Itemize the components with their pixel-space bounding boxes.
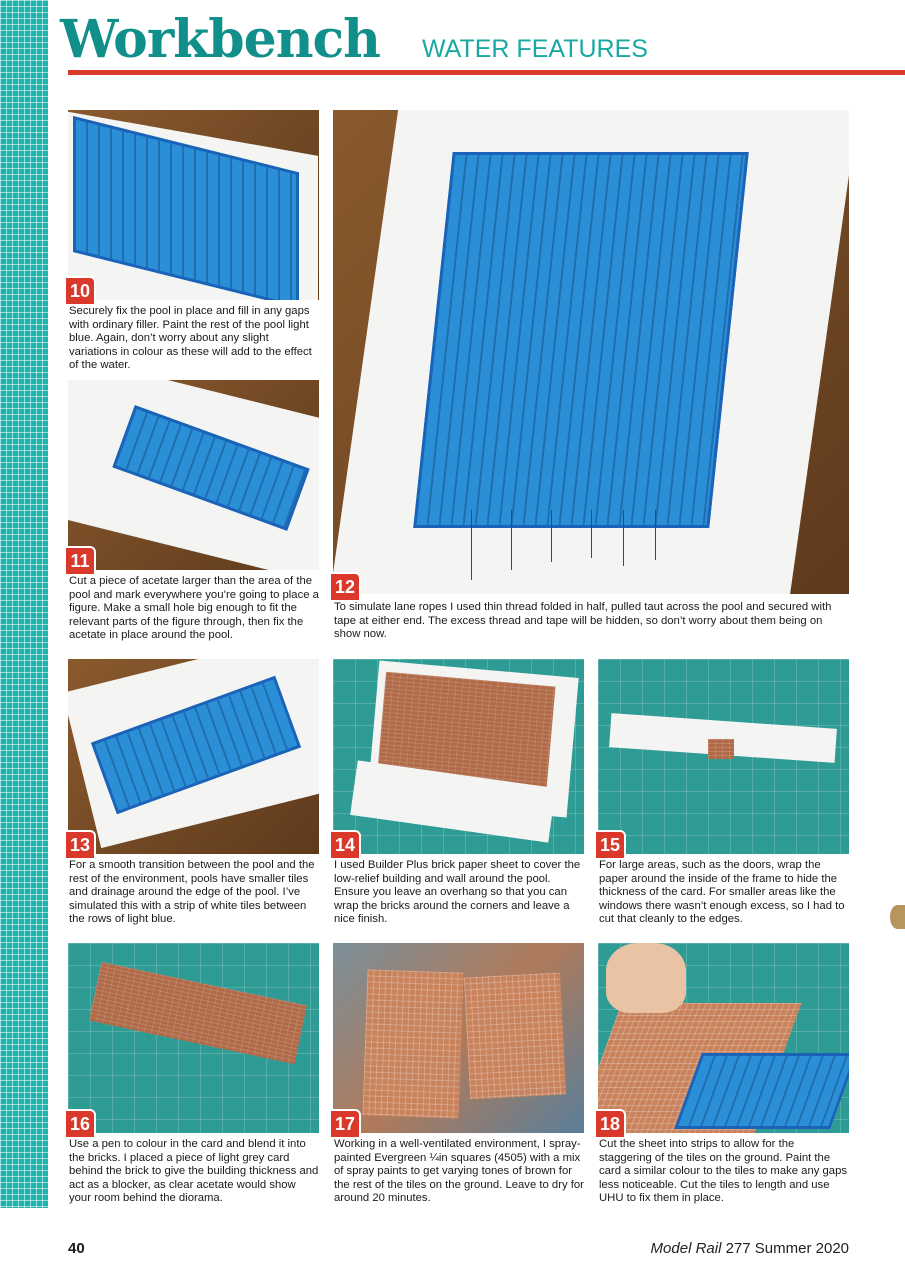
step-18-badge: 18 <box>594 1109 626 1139</box>
magazine-name: Model Rail <box>650 1240 722 1257</box>
step-18-photo <box>598 943 849 1133</box>
section-title: Workbench <box>60 9 380 70</box>
page-number: 40 <box>68 1240 85 1257</box>
step-15-photo <box>598 659 849 854</box>
step-17-caption: Working in a well-ventilated environment, I spray-painted Evergreen ¼in squares (4505) with a mix of spray paints to get varying tones of brown for the rest of the tiles on the ground. Leave to dry for around 20 minutes. <box>334 1138 584 1205</box>
step-12-badge: 12 <box>329 572 361 602</box>
step-17-badge: 17 <box>329 1109 361 1139</box>
step-14-caption: I used Builder Plus brick paper sheet to cover the low-relief building and wall around the pool. Ensure you leave an overhang so that you can wrap the bricks around the corners and leave a nice finish. <box>334 859 581 926</box>
step-15-badge: 15 <box>594 830 626 860</box>
step-10-caption: Securely fix the pool in place and fill in any gaps with ordinary filler. Paint the rest of the pool light blue. Again, don’t worry about any slight variations in colour as these will add to the effect of the water. <box>69 305 312 372</box>
step-11-photo <box>68 380 319 570</box>
step-13-photo <box>68 659 319 854</box>
header-rule <box>68 70 905 75</box>
step-11-caption: Cut a piece of acetate larger than the area of the pool and mark everywhere you’re going to place a figure. Make a small hole big enough to fit the relevant parts of the figure through, then fix the acetate in place around the pool. <box>69 575 319 642</box>
magazine-issue: 277 Summer 2020 <box>725 1240 849 1257</box>
step-16-badge: 16 <box>64 1109 96 1139</box>
step-10-badge: 10 <box>64 276 96 306</box>
step-16-photo <box>68 943 319 1133</box>
decorative-side-strip <box>0 0 48 1208</box>
step-11-badge: 11 <box>64 546 96 576</box>
step-13-badge: 13 <box>64 830 96 860</box>
step-15-caption: For large areas, such as the doors, wrap the paper around the inside of the frame to hide the thickness of the card. For smaller areas like the windows there wasn’t enough excess, so I had to cut that cleanly to the edges. <box>599 859 845 926</box>
step-17-photo <box>333 943 584 1133</box>
step-18-caption: Cut the sheet into strips to allow for the staggering of the tiles on the ground. Paint the card a similar colour to the tiles to make any gaps less noticeable. Cut the tiles to length and use UHU to fix them in place. <box>599 1138 848 1205</box>
step-10-photo <box>68 110 319 300</box>
step-14-photo <box>333 659 584 854</box>
page-edge-decoration <box>890 905 905 929</box>
step-12-photo <box>333 110 849 594</box>
section-subtitle: WATER FEATURES <box>422 35 648 63</box>
step-12-caption: To simulate lane ropes I used thin thread folded in half, pulled taut across the pool and secured with tape at either end. The excess thread and tape will be hidden, so don’t worry about them being on show now. <box>334 601 832 641</box>
step-13-caption: For a smooth transition between the pool and the rest of the environment, pools have smaller tiles and drainage around the edge of the pool. I’ve simulated this with a strip of white tiles between the rows of light blue. <box>69 859 315 926</box>
step-16-caption: Use a pen to colour in the card and blend it into the bricks. I placed a piece of light grey card behind the brick to give the building thickness and act as a blocker, as clear acetate would show your room behind the diorama. <box>69 1138 319 1205</box>
magazine-credit <box>651 1240 849 1258</box>
step-14-badge: 14 <box>329 830 361 860</box>
